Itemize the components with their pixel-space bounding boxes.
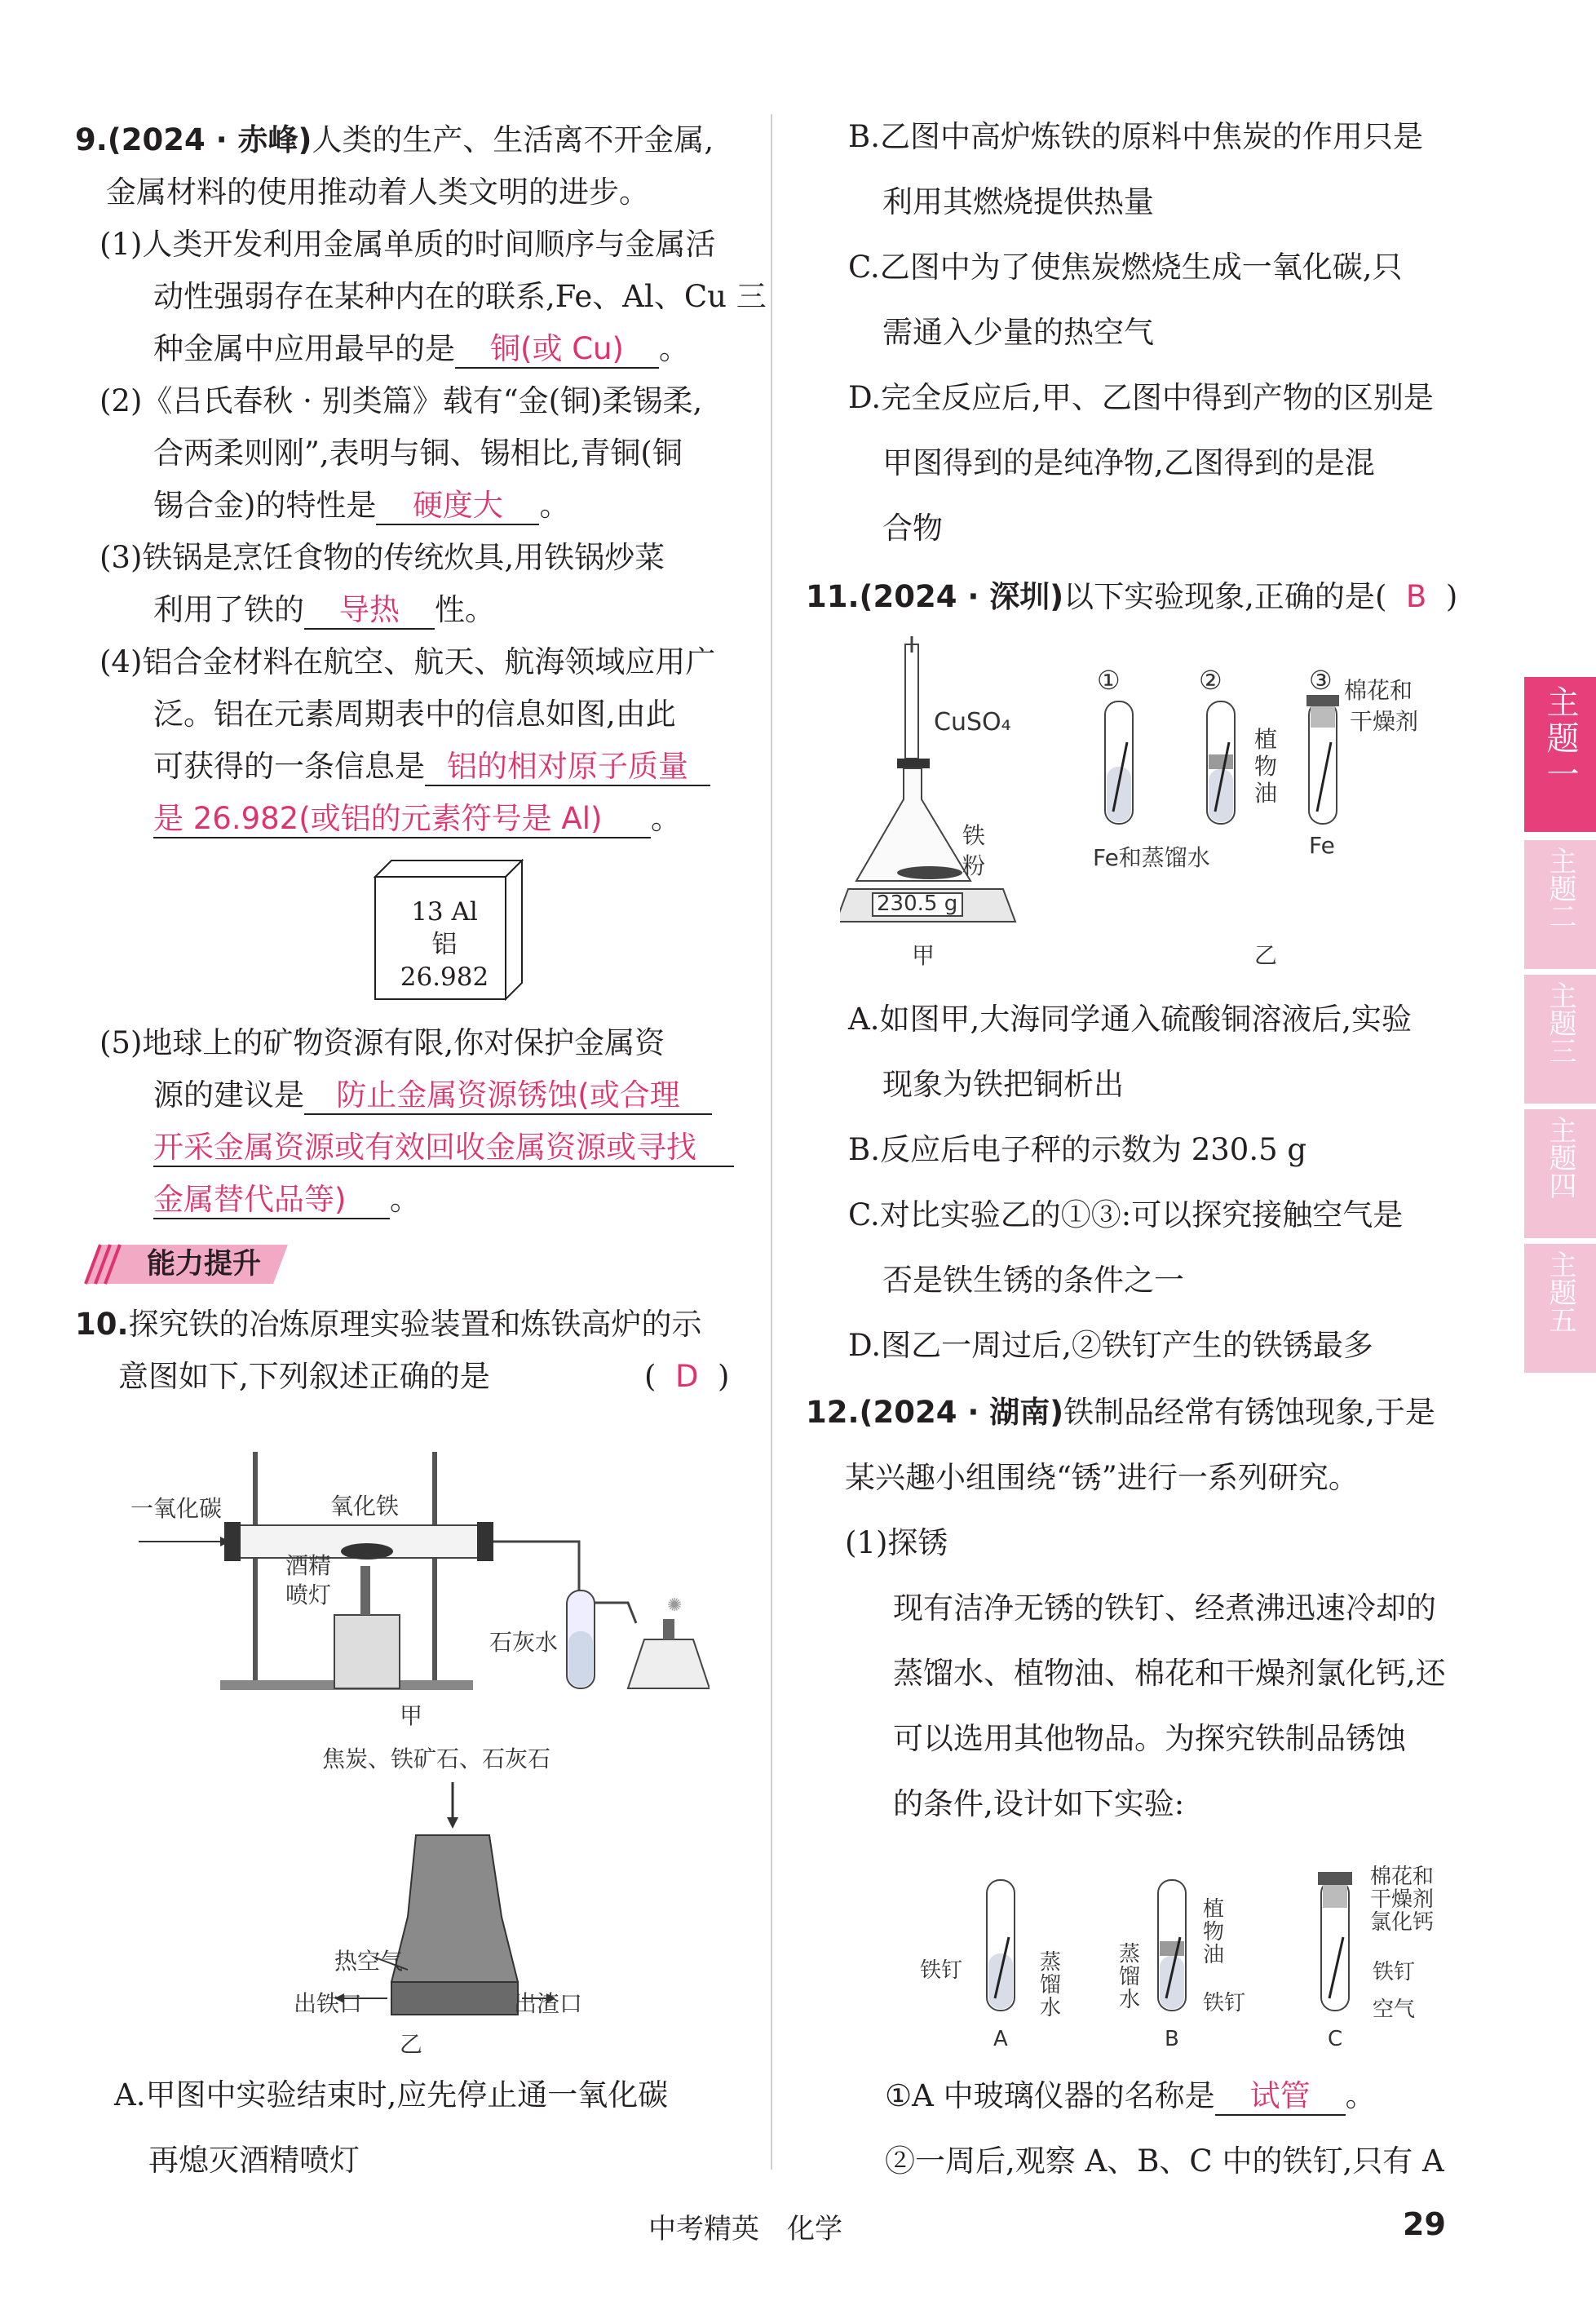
- q10-line-2: 意图如下,下列叙述正确的是: [118, 1359, 490, 1394]
- q9-part5-answer-1: 防止金属资源锈蚀(或合理: [304, 1077, 712, 1115]
- label-b-oil-1: 植: [1203, 1897, 1225, 1922]
- label-slag-outlet: 出渣口: [514, 1990, 583, 2017]
- label-tube-c: C: [1328, 2027, 1343, 2051]
- sidebar-tab-topic-2[interactable]: 主题二: [1524, 840, 1596, 969]
- q11-option-d: D.图乙一周过后,②铁钉产生的铁锈最多: [848, 1328, 1373, 1363]
- q12-text-4: 的条件,设计如下实验:: [893, 1786, 1185, 1821]
- sidebar-tab-topic-1[interactable]: 主题一: [1524, 677, 1596, 832]
- label-co: 一氧化碳: [130, 1495, 223, 1522]
- q9-part2-line3: 锡合金)的特性是 硬度大 。: [153, 486, 569, 525]
- q9-part1-line1: (1)人类开发利用金属单质的时间顺序与金属活: [99, 227, 716, 262]
- label-lamp: 酒精: [285, 1552, 332, 1579]
- sidebar-tab-topic-5[interactable]: 主题五: [1524, 1244, 1596, 1373]
- q12-part1: (1)探锈: [845, 1525, 948, 1560]
- label-c-cotton-1: 棉花和: [1370, 1865, 1435, 1889]
- label-hot-air: 热空气: [334, 1948, 404, 1975]
- label-iron-powder-1: 铁: [962, 822, 986, 849]
- page-number: 29: [1403, 2206, 1446, 2242]
- q12-line-1: 12.(2024 · 湖南)铁制品经常有锈蚀现象,于是: [806, 1395, 1435, 1430]
- q9-part2-line2: 合两柔则刚”,表明与铜、锡相比,青铜(铜: [153, 436, 683, 471]
- label-iron-outlet: 出铁口: [294, 1990, 363, 2017]
- caption-q11-jia: 甲: [912, 942, 935, 969]
- q10-answer-bracket: ( D ): [644, 1359, 730, 1394]
- svg-text:✺: ✺: [667, 1595, 683, 1616]
- label-c-air: 空气: [1373, 1998, 1416, 2022]
- q12-line-2: 某兴趣小组围绕“锈”进行一系列研究。: [845, 1460, 1359, 1495]
- sidebar-tab-topic-3[interactable]: 主题三: [1524, 975, 1596, 1104]
- label-b-oil-2: 物: [1203, 1920, 1225, 1944]
- q12-sub1: ①A 中玻璃仪器的名称是 试管 。: [885, 2077, 1376, 2116]
- label-desiccant: 干燥剂: [1350, 708, 1419, 735]
- q11-line-1: 11.(2024 · 深圳)以下实验现象,正确的是( B ): [806, 579, 1458, 614]
- q9-part5-line2: 源的建议是 防止金属资源锈蚀(或合理: [153, 1076, 712, 1115]
- scale-reading: 230.5 g: [877, 891, 958, 916]
- q9-part4-answer-2: 是 26.982(或铝的元素符号是 Al): [153, 801, 651, 838]
- label-b-water-3: 水: [1119, 1988, 1141, 2012]
- q10-option-d-line2: 甲图得到的是纯净物,乙图得到的是混: [882, 445, 1375, 480]
- q9-number: 9.(2024 · 赤峰): [75, 122, 312, 157]
- element-mass: 26.982: [400, 962, 489, 992]
- flask-on-scale: [840, 636, 1085, 930]
- label-b-water-2: 馏: [1119, 1965, 1141, 1989]
- q10-option-c-line1: C.乙图中为了使焦炭燃烧生成一氧化碳,只: [848, 250, 1403, 285]
- q12-text-2: 蒸馏水、植物油、棉花和干燥剂氯化钙,还: [893, 1656, 1446, 1691]
- q10-option-d-line3: 合物: [882, 511, 943, 546]
- caption-q11-yi: 乙: [1254, 942, 1278, 969]
- label-iron-powder-2: 粉: [962, 852, 986, 879]
- sidebar-tab-topic-4[interactable]: 主题四: [1524, 1109, 1596, 1238]
- q11-option-b: B.反应后电子秤的示数为 230.5 g: [848, 1132, 1307, 1167]
- label-oil-2: 物: [1254, 753, 1278, 780]
- tube-3-number: ③: [1309, 665, 1333, 696]
- label-b-nail: 铁钉: [1203, 1991, 1246, 2015]
- q9-line-1: 9.(2024 · 赤峰)人类的生产、生活离不开金属,: [75, 122, 714, 157]
- q10-option-a-line2: 再熄灭酒精喷灯: [148, 2143, 360, 2178]
- section-banner-title: 能力提升: [147, 1248, 262, 1281]
- q9-part5-line4: 金属替代品等) 。: [153, 1180, 420, 1219]
- caption-jia: 甲: [400, 1702, 423, 1729]
- q9-part4-line4: 是 26.982(或铝的元素符号是 Al) 。: [153, 799, 681, 838]
- label-furnace-top: 焦炭、铁矿石、石灰石: [322, 1745, 551, 1772]
- q9-part5-line1: (5)地球上的矿物资源有限,你对保护金属资: [99, 1025, 665, 1060]
- label-limewater: 石灰水: [489, 1629, 559, 1656]
- q10-option-c-line2: 需通入少量的热空气: [882, 315, 1154, 350]
- label-tube-a: A: [993, 2027, 1008, 2051]
- label-c-cotton-3: 氯化钙: [1370, 1910, 1435, 1935]
- label-a-water-1: 蒸: [1040, 1950, 1062, 1975]
- label-fe-water: Fe和蒸馏水: [1093, 844, 1210, 871]
- q11-option-c-line1: C.对比实验乙的①③:可以探究接触空气是: [848, 1197, 1404, 1232]
- label-c-cotton-2: 干燥剂: [1370, 1887, 1435, 1912]
- label-a-nail: 铁钉: [920, 1958, 963, 1983]
- q12-text-1: 现有洁净无锈的铁钉、经煮沸迅速冷却的: [893, 1590, 1436, 1626]
- q9-part4-line3: 可获得的一条信息是 铝的相对原子质量: [153, 747, 710, 786]
- q9-part1-line3: 种金属中应用最早的是 铜(或 Cu) 。: [153, 330, 689, 369]
- q9-part5-answer-3: 金属替代品等): [153, 1182, 390, 1219]
- q9-part2-answer: 硬度大: [376, 488, 539, 525]
- label-a-water-2: 馏: [1040, 1973, 1062, 1998]
- element-number-symbol: 13 Al: [411, 897, 478, 927]
- q9-part5-line3: [153, 1128, 734, 1167]
- label-tube-b: B: [1165, 2027, 1179, 2051]
- q12-sub1-answer: 试管: [1215, 2078, 1346, 2116]
- q12-text-3: 可以选用其他物品。为探究铁制品锈蚀: [893, 1721, 1406, 1756]
- q11-option-a-line1: A.如图甲,大海同学通入硫酸铜溶液后,实验: [848, 1002, 1413, 1037]
- q10-option-a-line1: A.甲图中实验结束时,应先停止通一氧化碳: [114, 2077, 669, 2113]
- q11-option-c-line2: 否是铁生锈的条件之一: [882, 1263, 1184, 1298]
- element-name: 铝: [431, 930, 458, 959]
- tube-1-number: ①: [1097, 665, 1121, 696]
- q9-part3-answer: 导热: [304, 592, 435, 630]
- q11-option-a-line2: 现象为铁把铜析出: [882, 1067, 1124, 1102]
- q9-part4-line1: (4)铝合金材料在航空、航天、航海领域应用广: [99, 644, 716, 679]
- q10-option-d-line1: D.完全反应后,甲、乙图中得到产物的区别是: [848, 380, 1434, 415]
- label-cotton: 棉花和: [1344, 677, 1413, 704]
- footer-subject: 化学: [787, 2213, 842, 2245]
- footer-book-title: 中考精英: [648, 2213, 759, 2245]
- tube-2-number: ②: [1199, 665, 1222, 696]
- q9-part4-answer-1: 铝的相对原子质量: [425, 749, 710, 786]
- apparatus-jia: [122, 1444, 710, 1713]
- q9-part1-answer: 铜(或 Cu): [455, 331, 659, 369]
- label-cuso4: CuSO₄: [934, 708, 1011, 737]
- label-oil-1: 植: [1254, 726, 1278, 753]
- label-oil-3: 油: [1254, 780, 1278, 807]
- q10-option-b-line1: B.乙图中高炉炼铁的原料中焦炭的作用只是: [848, 119, 1423, 154]
- q10-line-1: 10.探究铁的冶炼原理实验装置和炼铁高炉的示: [75, 1307, 702, 1342]
- q9-line-2: 金属材料的使用推动着人类文明的进步。: [106, 175, 649, 210]
- label-b-water-1: 蒸: [1119, 1942, 1141, 1967]
- caption-yi: 乙: [400, 2031, 423, 2058]
- q10-answer: D: [674, 1359, 699, 1394]
- q9-part1-line2: 动性强弱存在某种内在的联系,Fe、Al、Cu 三: [153, 279, 767, 314]
- q10-option-b-line2: 利用其燃烧提供热量: [882, 184, 1154, 219]
- label-c-nail: 铁钉: [1373, 1960, 1416, 1984]
- label-b-oil-3: 油: [1203, 1943, 1225, 1967]
- label-fe: Fe: [1309, 832, 1335, 859]
- q9-part4-line2: 泛。铝在元素周期表中的信息如图,由此: [153, 697, 676, 732]
- q9-part3-line1: (3)铁锅是烹饪食物的传统炊具,用铁锅炒菜: [99, 540, 665, 575]
- q9-part2-line1: (2)《吕氏春秋 · 别类篇》载有“金(铜)柔锡柔,: [99, 383, 703, 418]
- q9-part3-line2: 利用了铁的 导热 性。: [153, 591, 495, 630]
- label-a-water-3: 水: [1040, 1996, 1062, 2020]
- label-lamp-2: 喷灯: [285, 1582, 332, 1608]
- q9-part5-answer-2: 开采金属资源或有效回收金属资源或寻找: [153, 1130, 734, 1167]
- column-divider: [771, 114, 772, 2170]
- q12-sub2: ②一周后,观察 A、B、C 中的铁钉,只有 A: [885, 2144, 1444, 2179]
- q11-answer: B: [1405, 579, 1427, 614]
- label-fe2o3: 氧化铁: [330, 1493, 400, 1520]
